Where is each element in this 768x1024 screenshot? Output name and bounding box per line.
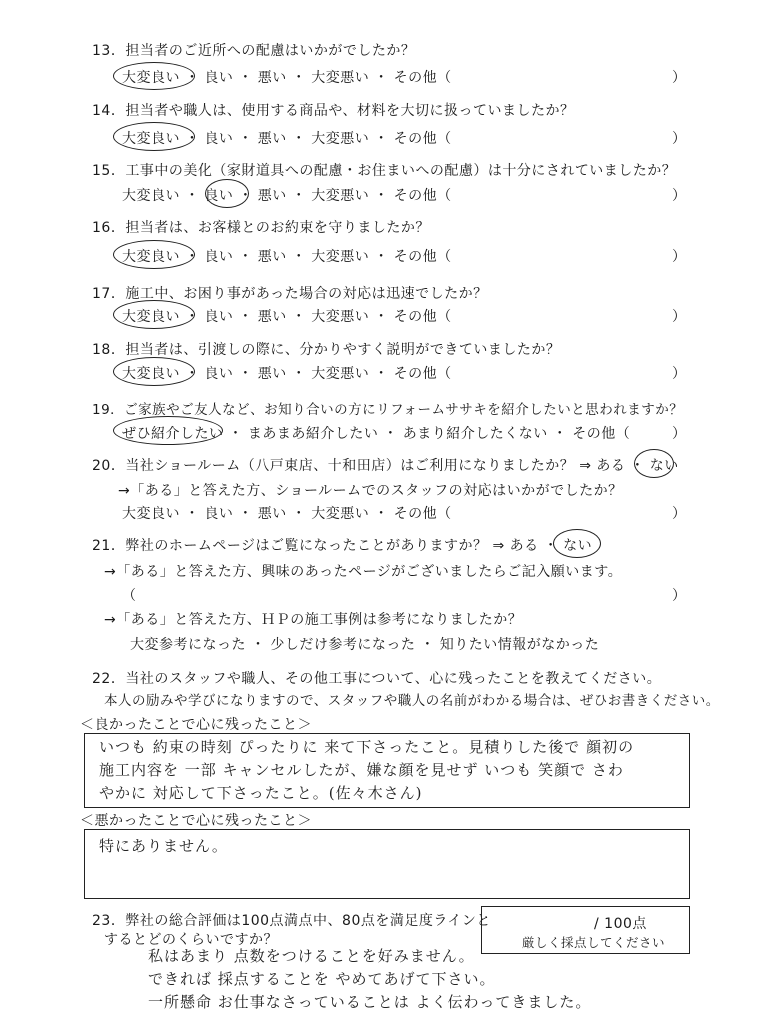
q20-options[interactable]: 大変良い ・ 良い ・ 悪い ・ 大変悪い ・ その他（	[122, 506, 452, 522]
score-box[interactable]	[481, 906, 690, 954]
bad-label: ＜悪かったことで心に残ったこと＞	[80, 813, 312, 829]
q21-options[interactable]: 大変参考になった ・ 少しだけ参考になった ・ 知りたい情報がなかった	[130, 637, 600, 653]
good-line-3: やかに 対応して下さったこと。(佐々木さん)	[99, 784, 423, 802]
q14-selection-circle	[113, 122, 195, 151]
q22-instruction: 本人の励みや学びになりますので、スタッフや職人の名前がわかる場合は、ぜひお書きください。	[104, 693, 720, 709]
q20-sub: →「ある」と答えた方、ショールームでのスタッフの対応はいかがでしたか？	[118, 483, 623, 499]
q13-question: 13．担当者のご近所への配慮はいかがでしたか？	[92, 43, 416, 59]
q14-close: ）	[672, 131, 686, 147]
q18-selection-circle	[113, 357, 195, 386]
q23-question: 23．弊社の総合評価は100点満点中、80点を満足度ラインと	[92, 913, 491, 929]
good-line-1: いつも 約束の時刻 ぴったりに 来て下さったこと。見積りした後で 顔初の	[99, 738, 635, 756]
q23-hand-line-3: 一所懸命 お仕事なさっていることは よく伝わってきました。	[148, 993, 592, 1011]
q17-options[interactable]: 大変良い ・ 良い ・ 悪い ・ 大変悪い ・ その他（	[122, 309, 452, 325]
q23-question-2: するとどのくらいですか？	[104, 932, 278, 948]
q15-selection-circle	[205, 179, 249, 208]
bad-line-1: 特にありません。	[99, 837, 228, 855]
q21-paren-open: （	[122, 588, 136, 604]
q21-paren-close: ）	[672, 588, 686, 604]
q21-sub1: →「ある」と答えた方、興味のあったページがございましたらご記入願います。	[104, 564, 623, 580]
q21-nai-circle	[553, 529, 601, 558]
q23-hand-line-1: 私はあまり 点数をつけることを好みません。	[148, 947, 475, 965]
q18-question: 18．担当者は、引渡しの際に、分かりやすく説明ができていましたか？	[92, 342, 561, 358]
q19-question: 19．ご家族やご友人など、お知り合いの方にリフォームササキを紹介したいと思われますか？	[92, 402, 684, 418]
q18-options[interactable]: 大変良い ・ 良い ・ 悪い ・ 大変悪い ・ その他（	[122, 366, 452, 382]
q19-options[interactable]: ぜひ紹介したい ・ まあまあ紹介したい ・ あまり紹介したくない ・ その他（	[122, 426, 631, 442]
q23-hand-line-2: できれば 採点することを やめてあげて下さい。	[148, 970, 496, 988]
q13-options[interactable]: 大変良い ・ 良い ・ 悪い ・ 大変悪い ・ その他（	[122, 70, 452, 86]
q20-close: ）	[672, 506, 686, 522]
q17-close: ）	[672, 309, 686, 325]
q22-question: 22．当社のスタッフや職人、その他工事について、心に残ったことを教えてください。	[92, 671, 662, 687]
q13-close: ）	[672, 70, 686, 86]
q16-close: ）	[672, 249, 686, 265]
q19-close: ）	[672, 426, 686, 442]
q16-options[interactable]: 大変良い ・ 良い ・ 悪い ・ 大変悪い ・ その他（	[122, 249, 452, 265]
score-text: / 100点	[594, 916, 647, 932]
good-comment-box[interactable]	[84, 733, 690, 808]
q19-selection-circle	[113, 416, 223, 445]
q15-close: ）	[672, 188, 686, 204]
good-line-2: 施工内容を 一部 キャンセルしたが、嫌な顔を見せず いつも 笑顔で さわ	[99, 761, 624, 779]
q20-question: 20．当社ショールーム（八戸東店、十和田店）はご利用になりましたか？ ⇒ ある ・ ない	[92, 458, 679, 474]
q20-nai-circle	[634, 449, 674, 478]
q16-question: 16．担当者は、お客様とのお約束を守りましたか？	[92, 220, 430, 236]
score-note: 厳しく採点してください	[522, 935, 666, 950]
q14-question: 14．担当者や職人は、使用する商品や、材料を大切に扱っていましたか？	[92, 103, 575, 119]
q21-sub2: →「ある」と答えた方、ＨＰの施工事例は参考になりましたか？	[104, 612, 523, 628]
q17-question: 17．施工中、お困り事があった場合の対応は迅速でしたか？	[92, 286, 488, 302]
q13-selection-circle	[113, 62, 195, 90]
q15-question: 15．工事中の美化（家財道具への配慮・お住まいへの配慮）は十分にされていましたか？	[92, 163, 677, 179]
q16-selection-circle	[113, 240, 195, 269]
q15-options[interactable]: 大変良い ・ 良い ・ 悪い ・ 大変悪い ・ その他（	[122, 188, 452, 204]
q14-options[interactable]: 大変良い ・ 良い ・ 悪い ・ 大変悪い ・ その他（	[122, 131, 452, 147]
good-label: ＜良かったことで心に残ったこと＞	[80, 717, 312, 733]
q18-close: ）	[672, 366, 686, 382]
q17-selection-circle	[113, 300, 195, 329]
bad-comment-box[interactable]	[84, 829, 690, 899]
q21-question: 21．弊社のホームページはご覧になったことがありますか？ ⇒ ある ・ ない	[92, 538, 593, 554]
